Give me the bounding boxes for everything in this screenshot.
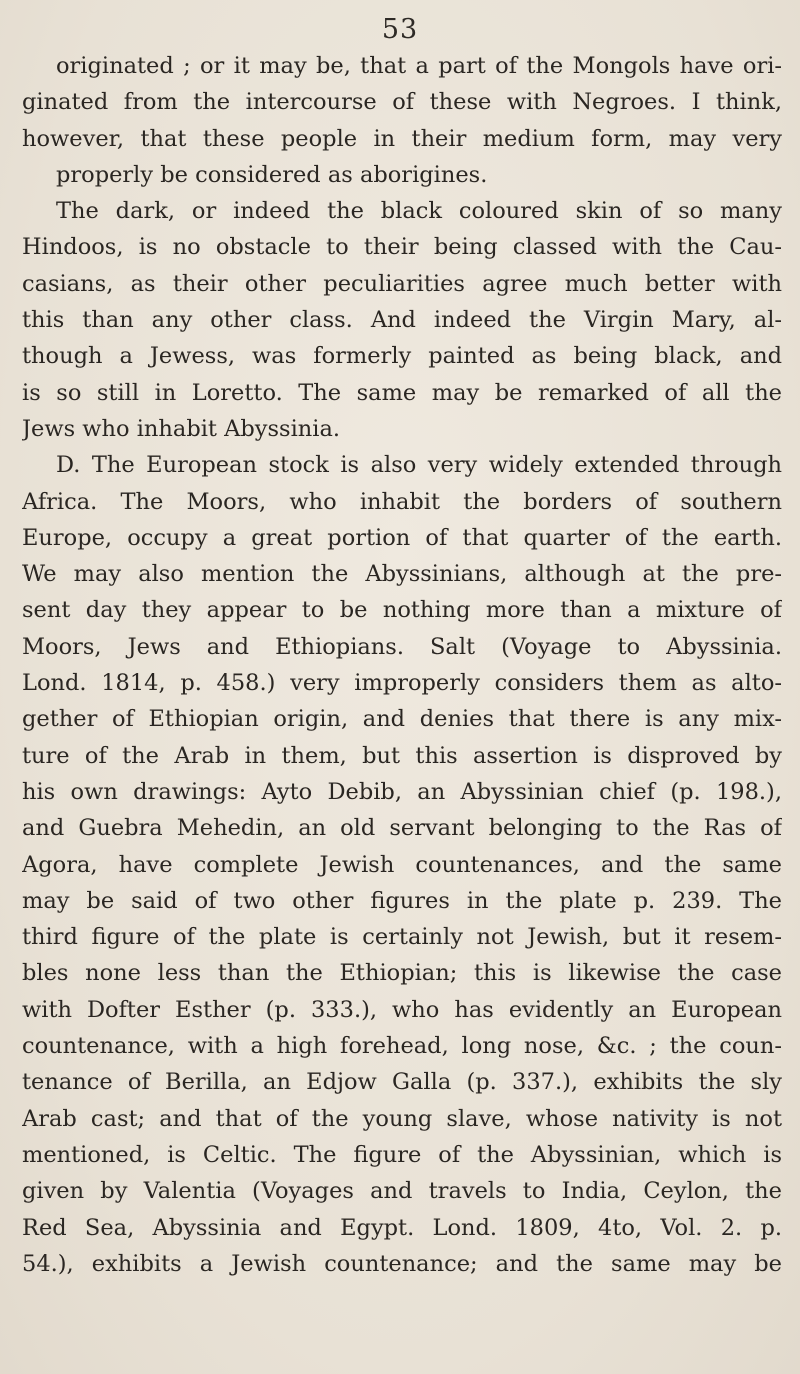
text-line: his own drawings: Ayto Debib, an Abyssinian chief (p. 198.), [22, 778, 782, 805]
text-line: however, that these people in their medium form, may very [22, 125, 782, 152]
text-line: Hindoos, is no obstacle to their being classed with the Cau- [22, 234, 782, 261]
text-line: Red Sea, Abyssinia and Egypt. Lond. 1809, 4to, Vol. 2. p. [22, 1214, 782, 1241]
text-line: originated ; or it may be, that a part of the Mongols have ori- [56, 53, 782, 79]
text-line: Jews who inhabit Abyssinia. [22, 415, 341, 442]
text-line: though a Jewess, was formerly painted as being black, and [22, 343, 782, 370]
body-text [22, 48, 782, 1282]
text-line: casians, as their other peculiarities agree much better with [22, 270, 782, 297]
text-line: gether of Ethiopian origin, and denies that there is any mix- [22, 706, 782, 733]
text-line: may be said of two other figures in the plate p. 239. The [22, 887, 782, 914]
text-line: D. The European stock is also very widely extended through [56, 452, 782, 479]
text-line: with Dofter Esther (p. 333.), who has evidently an European [22, 996, 782, 1023]
text-line: Lond. 1814, p. 458.) very improperly considers them as alto- [22, 670, 782, 697]
text-line: We may also mention the Abyssinians, although at the pre- [22, 561, 782, 588]
text-line: 54.), exhibits a Jewish countenance; and the same may be [22, 1250, 782, 1277]
page-number: 53 [381, 14, 419, 45]
text-line: Agora, have complete Jewish countenances, and the same [22, 851, 782, 878]
text-line: this than any other class. And indeed the Virgin Mary, al- [22, 307, 782, 334]
text-line: properly be considered as aborigines. [56, 161, 488, 188]
text-line: and Guebra Mehedin, an old servant belonging to the Ras of [22, 815, 782, 842]
text-line: sent day they appear to be nothing more than a mixture of [22, 597, 782, 624]
text-line: ture of the Arab in them, but this assertion is disproved by [22, 742, 782, 769]
text-line: Africa. The Moors, who inhabit the borders of southern [22, 488, 782, 515]
text-line: Europe, occupy a great portion of that quarter of the earth. [22, 524, 782, 551]
text-line: third figure of the plate is certainly not Jewish, but it resem- [22, 924, 782, 951]
text-line: ginated from the intercourse of these with Negroes. I think, [22, 89, 782, 116]
text-line: The dark, or indeed the black coloured skin of so many [56, 198, 782, 225]
text-line: given by Valentia (Voyages and travels to India, Ceylon, the [22, 1178, 782, 1205]
text-line: Moors, Jews and Ethiopians. Salt (Voyage to Abyssinia. [22, 633, 782, 660]
text-line: mentioned, is Celtic. The figure of the Abyssinian, which is [22, 1141, 782, 1168]
text-line: tenance of Berilla, an Edjow Galla (p. 337.), exhibits the sly [22, 1069, 782, 1096]
text-line: bles none less than the Ethiopian; this is likewise the case [22, 960, 782, 987]
text-line: Arab cast; and that of the young slave, whose nativity is not [22, 1105, 782, 1132]
text-line: countenance, with a high forehead, long nose, &c. ; the coun- [22, 1033, 782, 1060]
text-line: is so still in Loretto. The same may be remarked of all the [22, 379, 782, 406]
